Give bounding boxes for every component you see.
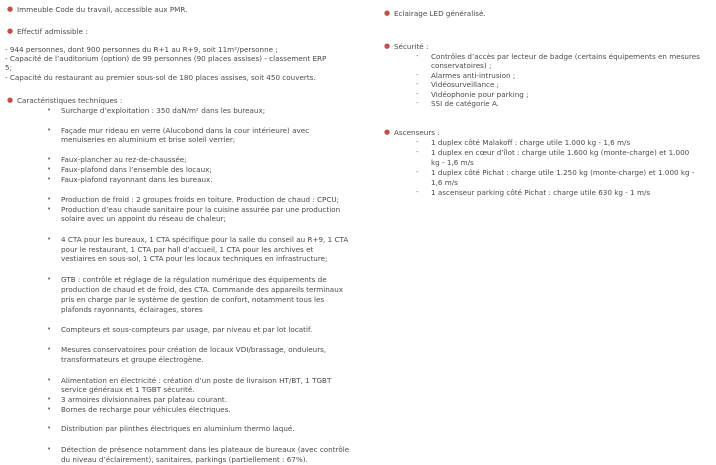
effectif-line: - Capacité de l’auditorium (option) de 99 personnes (90 places assises) - classement ERP [5,54,327,63]
carac-line: vestiaires en sous-sol, 1 CTA pour les locaux techniques en infrastructure; [61,254,328,263]
sub-bullet-icon: • [47,165,52,173]
ascenseurs-heading: Ascenseurs : [394,128,440,137]
carac-line: pris en charge par le système de gestion de confort, notamment tous les [61,295,325,304]
securite-item: Vidéophonie pour parking ; [431,90,529,99]
ascenseur-item: 1 ascenseur parking côté Pichat : charge utile 630 kg - 1 m/s [431,188,651,197]
sub-bullet-icon: • [47,376,52,384]
sub-bullet-icon: • [47,405,52,413]
carac-line: Faux-plafond rayonnant dans les bureaux. [61,175,213,184]
carac-line: Distribution par plinthes électriques en aluminium thermo laqué. [61,424,295,433]
sub-bullet-icon: • [47,325,52,333]
carac-line: GTB : contrôle et réglage de la régulation numérique des équipements de [61,275,327,284]
securite-item: conservatoires) ; [431,61,492,70]
eclairage-text: Eclairage LED généralisé. [394,9,486,18]
carac-line: production de chaud et de froid, des CTA. Commande des appareils terminaux [61,285,344,294]
carac-line: pour le restaurant, 1 CTA par hall d’accueil, 1 CTA pour les archives et [61,245,314,254]
bullet-icon: ● [7,96,14,104]
dash-icon: - [416,188,419,196]
bullet-icon: ● [7,5,14,13]
dash-icon: - [416,80,419,88]
carac-line: Faux-plafond dans l’ensemble des locaux; [61,165,212,174]
sub-bullet-icon: • [47,205,52,213]
carac-line: plafonds rayonnants, éclairages, stores [61,305,203,314]
effectif-line: 5; [5,63,12,72]
securite-item: Alarmes anti-intrusion ; [431,71,516,80]
carac-line: service généraux et 1 TGBT sécurité. [61,385,195,394]
sub-bullet-icon: • [47,155,52,163]
caracteristiques-heading: Caractéristiques techniques : [17,96,123,105]
securite-item: Contrôles d’accès par lecteur de badge (certains équipements en mesures [431,52,700,61]
dash-icon: - [416,99,419,107]
sub-bullet-icon: • [47,106,52,114]
carac-line: du niveau d’éclairement), sanitaires, parkings (partiellement : 67%). [61,455,308,464]
carac-line: Détection de présence notamment dans les plateaux de bureaux (avec contrôle [61,445,350,454]
ascenseur-item: 1 duplex côté Pichat : charge utile 1.250 kg (monte-charge) et 1.000 kg - [431,168,695,177]
effectif-line: - Capacité du restaurant au premier sous-sol de 180 places assises, soit 450 couverts. [5,73,316,82]
carac-line: Mesures conservatoires pour création de locaux VDI/brassage, onduleurs, [61,345,327,354]
carac-line: solaire avec un appoint du réseau de chaleur; [61,214,226,223]
securite-item: Vidéosurveillance ; [431,80,500,89]
securite-heading: Sécurité : [394,42,429,51]
effectif-heading: Effectif admissible : [17,27,88,36]
sub-bullet-icon: • [47,424,52,432]
carac-line: Bornes de recharge pour véhicules électriques. [61,405,231,414]
carac-line: Surcharge d’exploitation : 350 daN/m² dans les bureaux; [61,106,266,115]
dash-icon: - [416,52,419,60]
carac-line: menuiseries en aluminium et brise soleil verrier; [61,135,236,144]
dash-icon: - [416,168,419,176]
ascenseur-item: kg - 1,6 m/s [431,158,474,167]
carac-line: Faux-plancher au rez-de-chaussée; [61,155,187,164]
carac-line: Compteurs et sous-compteurs par usage, par niveau et par lot locatif. [61,325,313,334]
dash-icon: - [416,138,419,146]
carac-line: 4 CTA pour les bureaux, 1 CTA spécifique pour la salle du conseil au R+9, 1 CTA [61,235,349,244]
dash-icon: - [416,90,419,98]
sub-bullet-icon: • [47,345,52,353]
sub-bullet-icon: • [47,175,52,183]
carac-line: Façade mur rideau en verre (Alucobond dans la cour intérieure) avec [61,126,310,135]
carac-line: Production d’eau chaude sanitaire pour la cuisine assurée par une production [61,205,341,214]
bullet-icon: ● [384,42,391,50]
ascenseur-item: 1 duplex côté Malakoff : charge utile 1.000 kg - 1,6 m/s [431,138,631,147]
sub-bullet-icon: • [47,275,52,283]
bullet-icon: ● [384,9,391,17]
ascenseur-item: 1,6 m/s [431,178,458,187]
dash-icon: - [416,148,419,156]
bullet-icon: ● [7,27,14,35]
sub-bullet-icon: • [47,195,52,203]
carac-line: transformateurs et groupe électrogène. [61,355,204,364]
building-text: Immeuble Code du travail, accessible aux PMR. [17,5,188,14]
carac-line: 3 armoires divisionnaires par plateau courant. [61,395,228,404]
effectif-line: - 944 personnes, dont 900 personnes du R+1 au R+9, soit 11m²/personne ; [5,45,278,54]
bullet-icon: ● [384,128,391,136]
sub-bullet-icon: • [47,235,52,243]
sub-bullet-icon: • [47,126,52,134]
carac-line: Alimentation en électricité : création d’un poste de livraison HT/BT, 1 TGBT [61,376,332,385]
sub-bullet-icon: • [47,395,52,403]
sub-bullet-icon: • [47,445,52,453]
ascenseur-item: 1 duplex en cœur d’îlot : charge utile 1.600 kg (monte-charge) et 1.000 [431,148,690,157]
carac-line: Production de froid : 2 groupes froids en toiture. Production de chaud : CPCU; [61,195,340,204]
dash-icon: - [416,71,419,79]
securite-item: SSI de catégorie A. [431,99,500,108]
